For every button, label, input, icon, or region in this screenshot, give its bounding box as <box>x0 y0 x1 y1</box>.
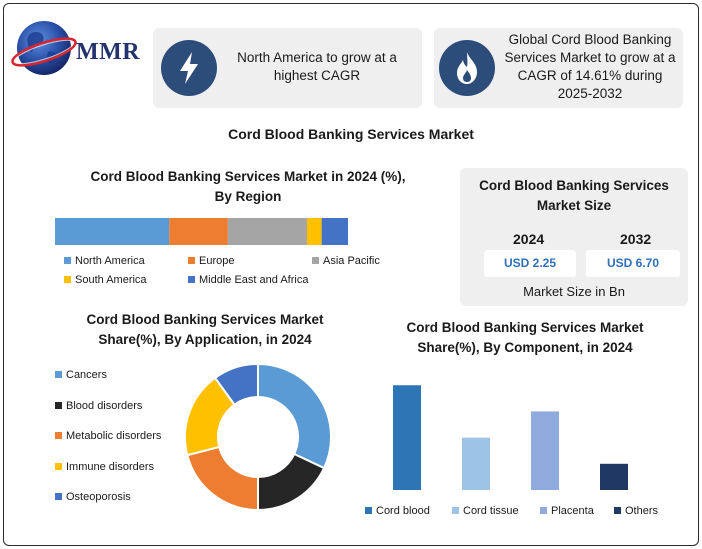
legend-label: Cord blood <box>376 505 430 517</box>
page-title: Cord Blood Banking Services Market <box>228 126 474 142</box>
legend-label: Cord tissue <box>463 505 519 517</box>
legend-label: Placenta <box>551 505 594 517</box>
flame-icon <box>439 40 495 96</box>
application-slice-blood-disorders <box>258 454 324 510</box>
legend-label: Immune disorders <box>66 460 155 473</box>
legend-swatch <box>365 507 372 514</box>
mmr-logo <box>10 12 150 82</box>
legend-swatch <box>64 257 71 264</box>
legend-swatch <box>452 507 459 514</box>
legend-label: Osteoporosis <box>66 491 131 503</box>
legend-item-europe <box>188 255 234 267</box>
highlight-card-cagr <box>434 28 683 108</box>
legend-swatch <box>55 493 62 500</box>
legend-label: Others <box>625 505 659 517</box>
highlight-text: North America to grow at a highest CAGR <box>237 50 397 83</box>
legend-item-cord-blood <box>365 505 430 517</box>
legend-item-placenta <box>540 505 594 517</box>
highlight-card-north-america <box>153 28 422 108</box>
legend-swatch <box>55 432 62 439</box>
legend-swatch <box>312 257 319 264</box>
legend-label: South America <box>75 274 147 286</box>
legend-item-osteoporosis <box>55 491 131 503</box>
legend-label: Europe <box>199 255 235 267</box>
application-slice-metabolic-disorders <box>187 447 258 510</box>
legend-swatch <box>540 507 547 514</box>
market-size-card <box>460 168 688 306</box>
legend-swatch <box>55 371 62 378</box>
legend-swatch <box>55 402 62 409</box>
component-chart-title: Cord Blood Banking Services Market Share(%), By Component, in 2024 <box>406 320 644 355</box>
year-2024-label: 2024 <box>513 231 545 247</box>
legend-label: Asia Pacific <box>323 255 380 267</box>
legend-swatch <box>64 276 71 283</box>
market-size-footer: Market Size in Bn <box>523 284 625 299</box>
legend-item-middle-east-and-africa <box>188 274 308 286</box>
legend-label: Middle East and Africa <box>199 274 309 286</box>
legend-item-metabolic-disorders <box>55 430 161 442</box>
legend-item-asia-pacific <box>312 255 380 267</box>
market-size-2032-value: USD 6.70 <box>586 250 680 277</box>
legend-label: Metabolic disorders <box>66 430 162 442</box>
legend-item-others <box>614 505 658 517</box>
application-chart-title: Cord Blood Banking Services Market Share(%), By Application, in 2024 <box>86 312 324 347</box>
lightning-icon <box>161 40 217 96</box>
legend-swatch <box>188 276 195 283</box>
legend-swatch <box>614 507 621 514</box>
legend-label: North America <box>75 255 145 267</box>
market-size-2024-value: USD 2.25 <box>484 250 576 277</box>
market-size-title: Cord Blood Banking Services Market Size <box>479 178 669 213</box>
application-donut-chart <box>183 362 333 512</box>
legend-item-blood-disorders <box>55 400 142 412</box>
region-chart-title: Cord Blood Banking Services Market in 2024 (%), By Region <box>90 169 406 204</box>
legend-swatch <box>188 257 195 264</box>
year-2032-label: 2032 <box>620 231 652 247</box>
legend-item-immune-disorders <box>55 461 154 473</box>
legend-swatch <box>55 463 62 470</box>
legend-item-south-america <box>64 274 147 286</box>
brand-name: MMR <box>76 39 141 65</box>
legend-label: Cancers <box>66 369 107 381</box>
legend-item-north-america <box>64 255 145 267</box>
globe-icon <box>10 12 80 82</box>
highlight-text: Global Cord Blood Banking Services Market to grow at a CAGR of 14.61% during 2025-2032 <box>504 32 676 101</box>
legend-item-cord-tissue <box>452 505 519 517</box>
application-slice-cancers <box>258 364 331 468</box>
legend-item-cancers <box>55 369 107 381</box>
legend-label: Blood disorders <box>66 399 143 412</box>
